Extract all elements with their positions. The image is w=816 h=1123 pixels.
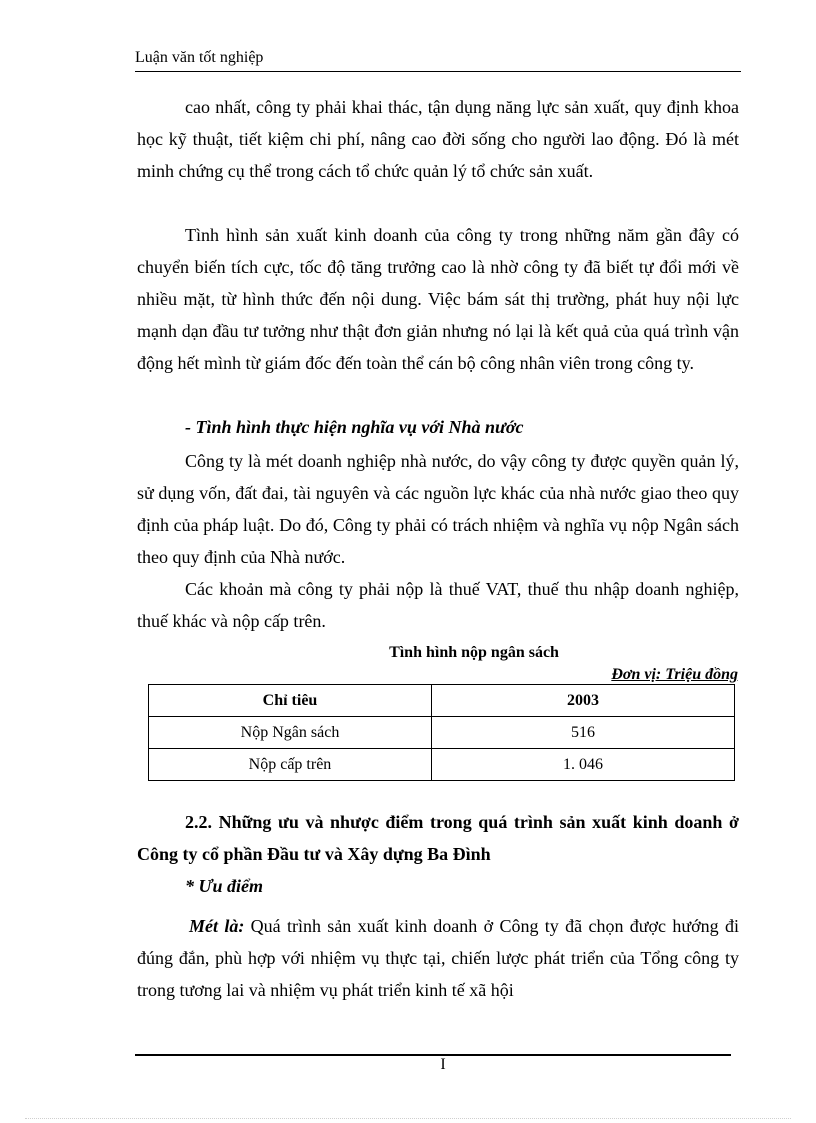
table-row — [149, 717, 735, 749]
table-row — [149, 749, 735, 781]
table-header-row — [149, 685, 735, 717]
table-cell: Nộp cấp trên — [149, 749, 432, 781]
obligation-heading: - Tình hình thực hiện nghĩa vụ với Nhà nước — [185, 417, 524, 437]
header-rule — [135, 71, 741, 72]
table-cell: Nộp Ngân sách — [149, 717, 432, 749]
table-cell: 1. 046 — [432, 749, 735, 781]
paragraph-1: cao nhất, công ty phải khai thác, tận dụng năng lực sản xuất, quy định khoa học kỹ thuật, tiết kiệm chi phí, nâng cao đời sống cho người lao động. Đó là mét minh chứng cụ thể trong cách tổ chức quản lý tổ chức sản xuất. — [137, 97, 739, 181]
table-header-cell: Chỉ tiêu — [149, 685, 432, 717]
paragraph-2: Tình hình sản xuất kinh doanh của công ty trong những năm gần đây có chuyển biến tích cực, tốc độ tăng trưởng cao là nhờ công ty đã biết tự đổi mới về nhiều mặt, từ hình thức đến nội dung. Việc bám sát thị trường, phát huy nội lực mạnh dạn đầu tư tưởng như thật đơn giản nhưng nó lại là kết quả của quá trình vận động hết mình từ giám đốc đến toàn thể cán bộ công nhân viên trong công ty. — [137, 225, 739, 373]
budget-table — [148, 684, 735, 781]
table-unit: Đơn vị: Triệu đồng — [611, 666, 738, 683]
page-number: I — [440, 1056, 446, 1073]
section-subheading: * Ưu điểm — [185, 876, 263, 896]
lead-label: Mét là: — [189, 916, 245, 936]
paragraph-4: Các khoản mà công ty phải nộp là thuế VAT, thuế thu nhập doanh nghiệp, thuế khác và nộp cấp trên. — [137, 579, 739, 631]
table-cell: 516 — [432, 717, 735, 749]
page-bottom-border — [25, 1118, 791, 1119]
paragraph-3: Công ty là mét doanh nghiệp nhà nước, do vậy công ty được quyền quản lý, sử dụng vốn, đất đai, tài nguyên và các nguồn lực khác của nhà nước giao theo quy định của pháp luật. Do đó, Công ty phải có trách nhiệm và nghĩa vụ nộp Ngân sách theo quy định của Nhà nước. — [137, 451, 739, 567]
running-header: Luận văn tốt nghiệp — [135, 49, 264, 66]
table-header-cell: 2003 — [432, 685, 735, 717]
paragraph-5-body: Quá trình sản xuất kinh doanh ở Công ty đã chọn được hướng đi đúng đắn, phù hợp với nhiệm vụ thực tại, chiến lược phát triển của Tổng công ty trong tương lai và nhiệm vụ phát triển kinh tế xã hội — [137, 916, 739, 1000]
section-heading: 2.2. Những ưu và nhược điểm trong quá trình sản xuất kinh doanh ở Công ty cổ phần Đầu tư và Xây dựng Ba Đình — [137, 812, 739, 864]
table-title: Tình hình nộp ngân sách — [389, 644, 559, 661]
paragraph-5 — [137, 910, 739, 1006]
